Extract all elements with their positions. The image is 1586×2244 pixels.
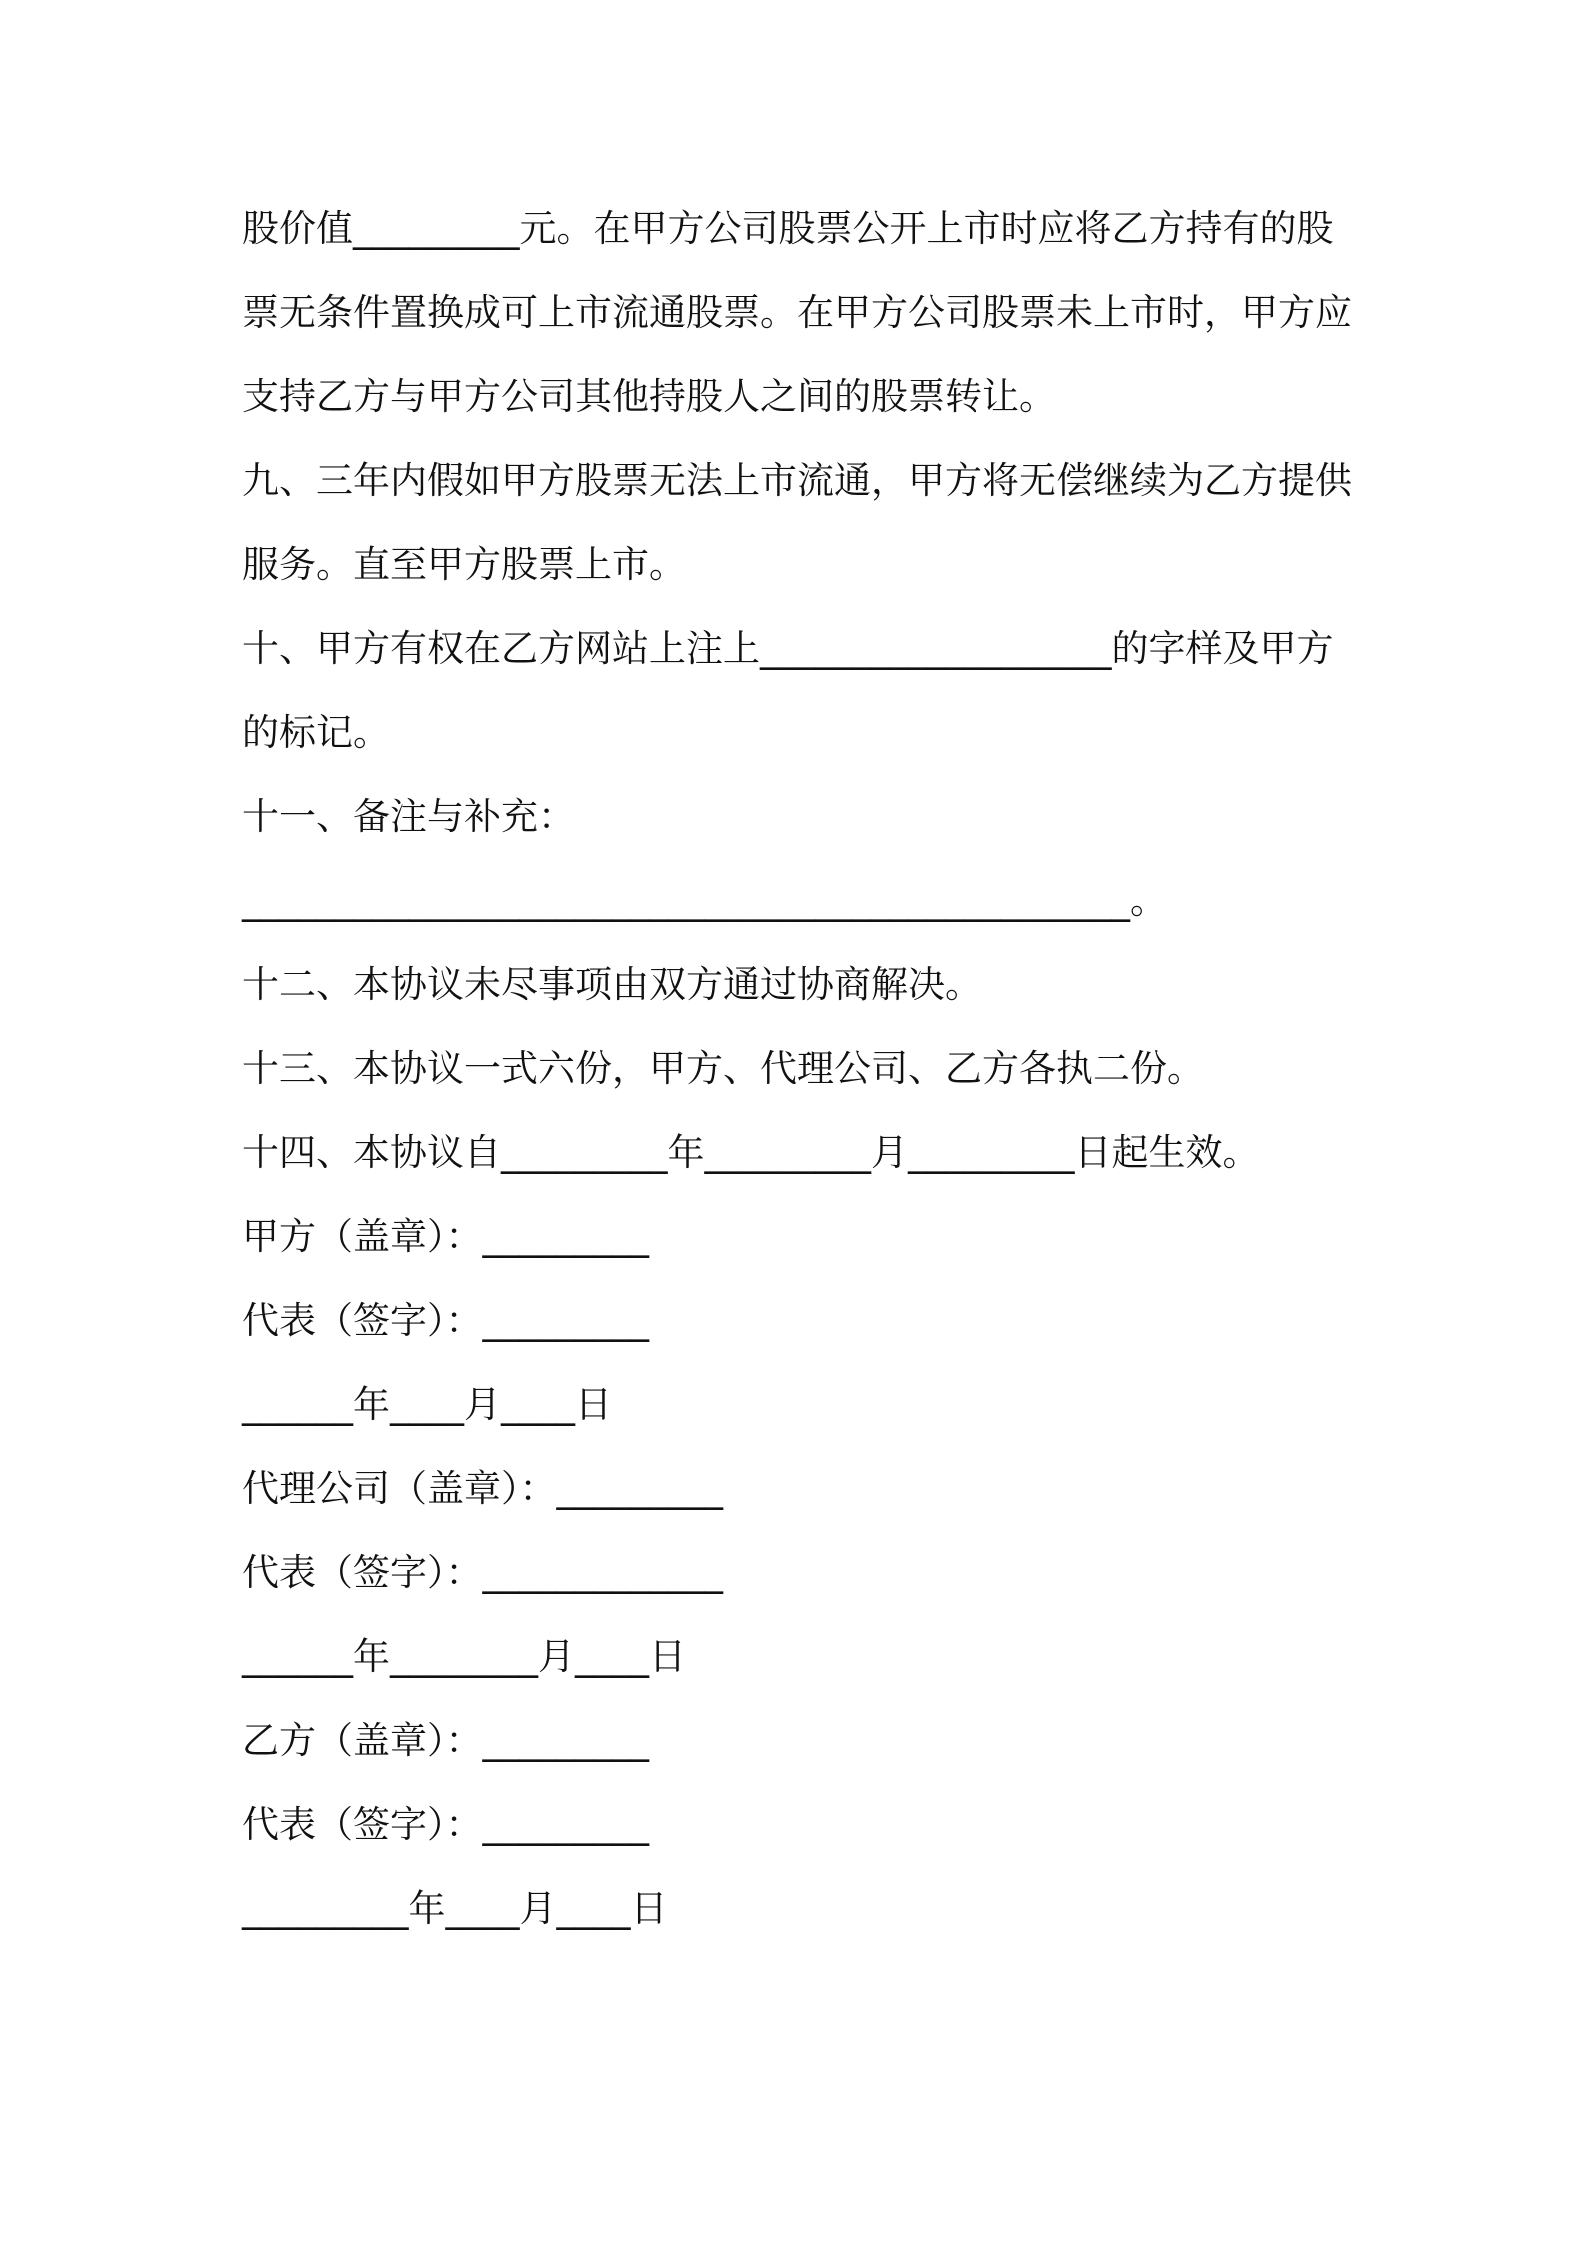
- clause-nine: [242, 448, 1360, 532]
- clause-twelve: [242, 952, 1360, 1036]
- party-b-date: [242, 1876, 1360, 1960]
- text-line-content: 十二、本协议未尽事项由双方通过协商解决。: [242, 963, 982, 1006]
- text-line-content: ________________________________________________。: [242, 879, 1167, 922]
- text-line-content: 九、三年内假如甲方股票无法上市流通，甲方将无偿继续为乙方提供: [242, 459, 1352, 502]
- agent-representative: [242, 1540, 1360, 1624]
- party-b-representative: [242, 1792, 1360, 1876]
- text-line: [242, 364, 1360, 448]
- text-line: [242, 532, 1360, 616]
- text-line-content: 代理公司（盖章）：_________: [242, 1467, 723, 1510]
- text-line-content: 股价值_________元。在甲方公司股票公开上市时应将乙方持有的股: [242, 207, 1334, 250]
- text-line-content: 服务。直至甲方股票上市。: [242, 543, 686, 586]
- text-line-content: ______年________月____日: [242, 1635, 686, 1678]
- text-line: [242, 700, 1360, 784]
- party-a-seal: [242, 1204, 1360, 1288]
- agent-date: [242, 1624, 1360, 1708]
- agent-company-seal: [242, 1456, 1360, 1540]
- text-line-content: 十三、本协议一式六份，甲方、代理公司、乙方各执二份。: [242, 1047, 1204, 1090]
- text-line: [242, 280, 1360, 364]
- text-line-content: 甲方（盖章）：_________: [242, 1215, 649, 1258]
- party-a-date: [242, 1372, 1360, 1456]
- text-line-content: 支持乙方与甲方公司其他持股人之间的股票转让。: [242, 375, 1056, 418]
- text-line-content: ______年____月____日: [242, 1383, 612, 1426]
- clause-fourteen: [242, 1120, 1360, 1204]
- text-line-content: 的标记。: [242, 711, 390, 754]
- party-b-seal: [242, 1708, 1360, 1792]
- text-line-content: _________年____月____日: [242, 1887, 668, 1930]
- clause-thirteen: [242, 1036, 1360, 1120]
- text-line-content: 代表（签字）：_____________: [242, 1551, 723, 1594]
- text-line: [242, 196, 1360, 280]
- text-line-content: 乙方（盖章）：_________: [242, 1719, 649, 1762]
- text-line-content: 十、甲方有权在乙方网站上注上___________________的字样及甲方: [242, 627, 1334, 670]
- party-a-representative: [242, 1288, 1360, 1372]
- text-line-content: 十一、备注与补充：: [242, 795, 575, 838]
- clause-ten: [242, 616, 1360, 700]
- text-line-content: 代表（签字）：_________: [242, 1803, 649, 1846]
- remarks-blank-line: [242, 868, 1360, 952]
- agreement-text: [242, 196, 1360, 1960]
- clause-eleven: [242, 784, 1360, 868]
- text-line-content: 代表（签字）：_________: [242, 1299, 649, 1342]
- text-line-content: 十四、本协议自_________年_________月_________日起生效。: [242, 1131, 1260, 1174]
- text-line-content: 票无条件置换成可上市流通股票。在甲方公司股票未上市时，甲方应: [242, 291, 1352, 334]
